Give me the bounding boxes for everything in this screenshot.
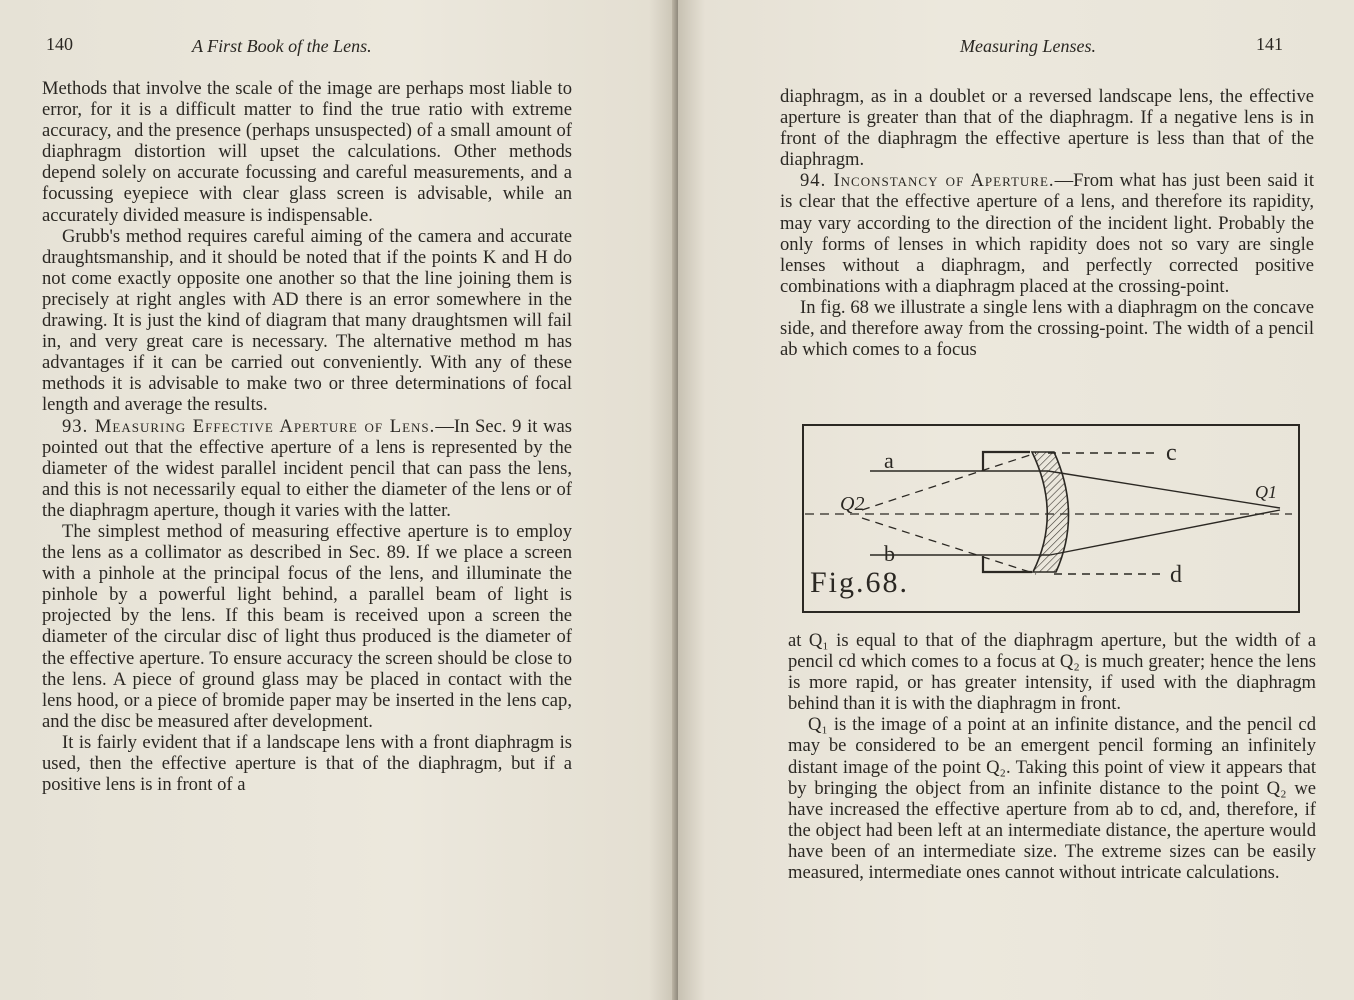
paragraph-text: at Q₁ is equal to that of the diaphragm aperture, but the width of a pencil cd which comes to a focus at Q₂ is much greater; hence the lens is more rapid, or has greater intensity, if used with the diaphragm behind than it is with the diaphragm in front.	[788, 630, 1316, 715]
label-a: a	[884, 448, 894, 473]
paragraph-text: Methods that involve the scale of the image are perhaps most liable to error, for it is a difficult matter to find the true ratio with extreme accuracy, and the presence (perhaps unsuspected) of a small amount of diaphragm distortion will upset the calculations. Other methods depend solely on accurate focussing and careful measurements, and a focussing eyepiece with clear glass screen is advisable, while an accurately divided measure is indispensable.	[42, 78, 572, 226]
figure-caption: Fig.68.	[810, 566, 910, 599]
paragraph	[42, 78, 572, 226]
left-page	[0, 0, 676, 1000]
paragraph-text: It is fairly evident that if a landscape lens with a front diaphragm is used, then the effective aperture is that of the diaphragm, but if a positive lens is in front of a	[42, 731, 572, 796]
paragraph-text: The simplest method of measuring effective aperture is to employ the lens as a collimator as described in Sec. 89. If we place a screen with a pinhole at the principal focus of the lens, and illuminate the pinhole by a powerful light behind, a parallel beam of light is projected by the lens. If this beam is received upon a screen the diameter of the circular disc of light thus produced is the diameter of the effective aperture. To ensure accuracy the screen should be close to the lens. A piece of ground glass may be placed in contact with the lens hood, or a piece of bromide paper may be inserted in the lens cap, and the disc be measured after development.	[42, 520, 572, 732]
ray-a-refracted	[1048, 471, 1280, 508]
paragraph-text: diaphragm, as in a doublet or a reversed landscape lens, the effective aperture is greater than that of the diaphragm. If a negative lens is in front of the diaphragm the effective aperture is less than that of the diaphragm.	[780, 86, 1314, 171]
figure-68	[800, 422, 1300, 620]
paragraph	[780, 86, 1314, 170]
ray-b-refracted	[1050, 510, 1280, 555]
paragraph-text: Q₁ is the image of a point at an infinite distance, and the pencil cd may be considered to be an emergent pencil forming an infinitely distant image of the point Q₂. Taking this point of view it appears that by bringing the object from an infinite distance to the point Q₂ we have increased the effective aperture from ab to cd, and, therefore, if the object had been left at an intermediate distance, the aperture would have been of an intermediate size. The extreme sizes can be easily measured, intermediate ones cannot without intricate calculations.	[788, 714, 1316, 884]
label-q2: Q2	[840, 493, 865, 515]
label-d: d	[1170, 562, 1182, 588]
paragraph-text: —From what has just been said it is clear that the effective aperture of a lens, and therefore its rapidity, may vary according to the direction of the incident light. Probably the only forms of lenses in which rapidity does not so vary are single lenses without a diaphragm, and perfectly corrected positive combinations with a diaphragm placed at the crossing-point.	[780, 170, 1314, 297]
paragraph	[42, 226, 572, 416]
section-heading: 93. Measuring Effective Aperture of Lens.	[62, 415, 436, 437]
right-page-body-top	[780, 86, 1314, 360]
diaphragm-top	[983, 452, 1030, 470]
paragraph	[42, 521, 572, 732]
label-c: c	[1166, 440, 1177, 466]
paragraph-text: —In Sec. 9 it was pointed out that the effective aperture of a lens is represented by the diameter of the widest parallel incident pencil that can pass the lens, and this is not necessarily equal to either the diameter of the lens or of the diaphragm aperture, though it varies with the latter.	[42, 415, 573, 521]
paragraph	[788, 630, 1316, 714]
running-title-left: A First Book of the Lens.	[192, 36, 372, 56]
right-page-body-bottom	[788, 630, 1316, 883]
paragraph	[780, 297, 1314, 360]
page-number-right: 141	[1256, 34, 1283, 54]
paragraph	[788, 714, 1316, 883]
figure-68-diagram	[800, 422, 1300, 616]
paragraph-text: In fig. 68 we illustrate a single lens with a diaphragm on the concave side, and therefore away from the crossing-point. The width of a pencil ab which comes to a focus	[780, 296, 1314, 361]
right-page	[678, 0, 1354, 1000]
paragraph	[780, 170, 1314, 297]
label-q1: Q1	[1255, 482, 1277, 502]
lens-element	[1032, 452, 1069, 572]
left-page-body	[42, 78, 572, 795]
running-title-right: Measuring Lenses.	[960, 36, 1096, 56]
section-heading: 94. Inconstancy of Aperture.	[800, 170, 1055, 192]
label-b: b	[884, 541, 895, 566]
paragraph-text: Grubb's method requires careful aiming of the camera and accurate draughtsmanship, and it should be noted that if the points K and H do not come exactly opposite one another so that the line joining them is precisely at right angles with AD there is an error somewhere in the drawing. It is just the kind of diagram that many draughtsmen will fail in, and very great care is necessary. The alternative method m has advantages if it can be carried out conveniently. With any of these methods it is advisable to make two or three determinations of focal length and average the results.	[42, 225, 572, 416]
page-number-left: 140	[46, 34, 73, 54]
paragraph	[42, 732, 572, 795]
diaphragm-bottom	[983, 556, 1032, 572]
paragraph	[42, 416, 572, 521]
